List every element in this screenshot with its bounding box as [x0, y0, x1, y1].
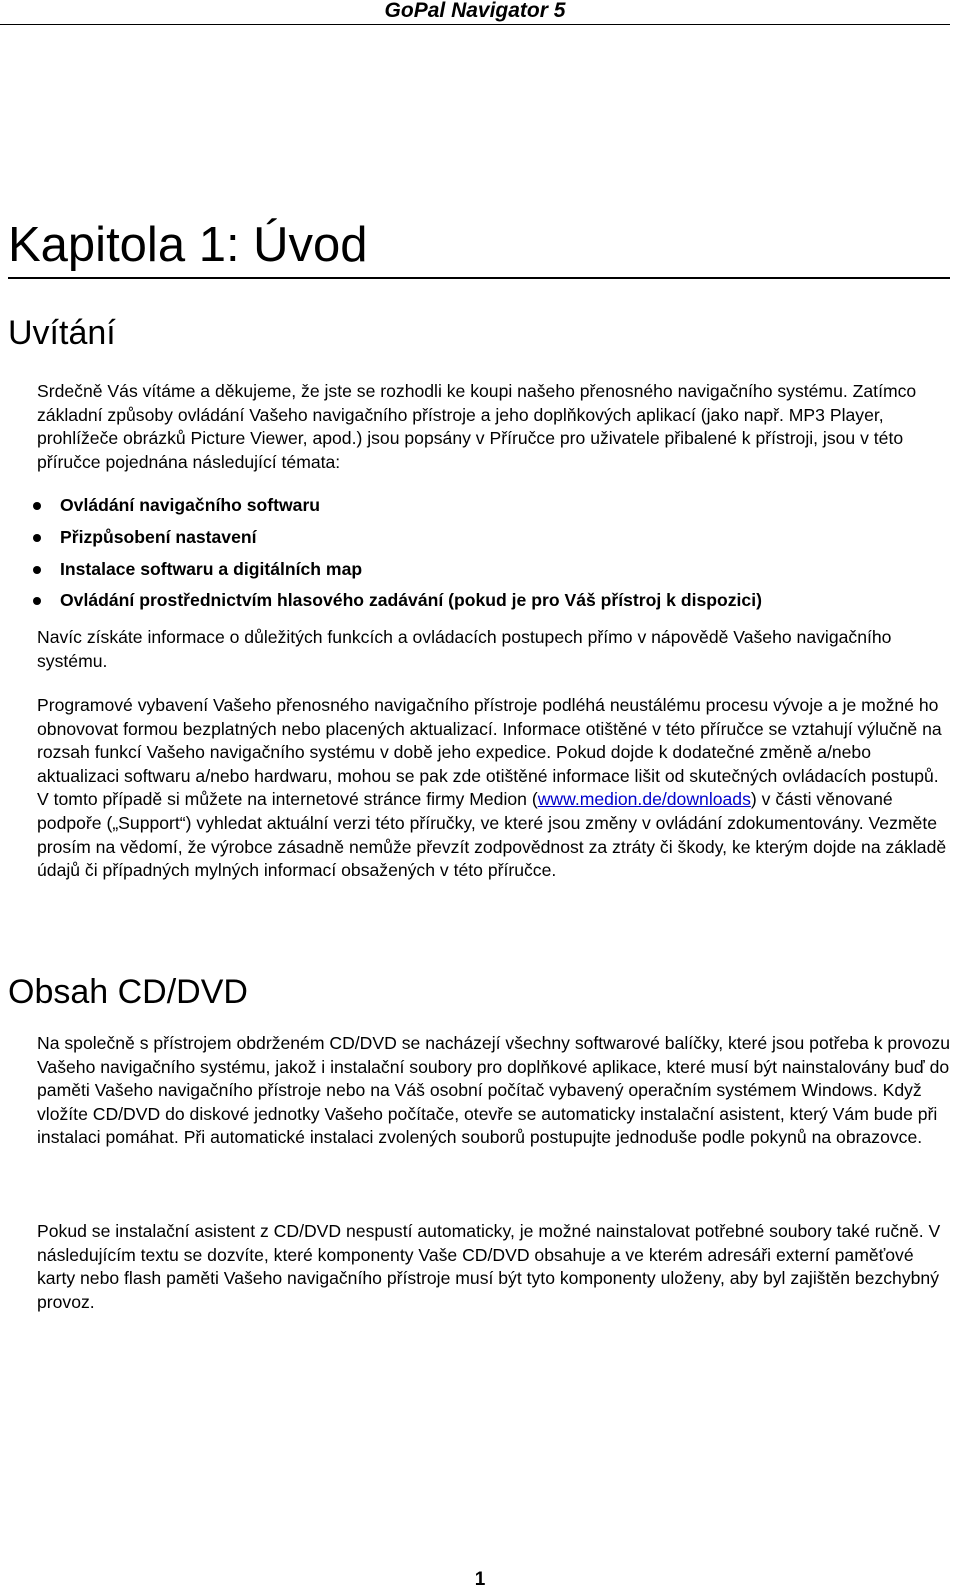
document-title: GoPal Navigator 5	[384, 0, 566, 22]
list-item	[0, 526, 762, 558]
list-item-text: Instalace softwaru a digitálních map	[60, 558, 363, 579]
running-header	[0, 0, 950, 25]
list-item	[0, 589, 762, 621]
medion-downloads-link[interactable]: www.medion.de/downloads	[537, 789, 751, 810]
list-item	[0, 494, 762, 526]
cd-contents-paragraph-2: Pokud se instalační asistent z CD/DVD nespustí automaticky, je možné nainstalovat potřebné soubory také ručně. V následujícím textu se dozvíte, které komponenty Vaše CD/DVD obsahuje a ve kterém adresáři externí paměťové karty nebo flash paměti Vašeho navigačního přístroje musí být tyto komponenty uloženy, aby byl zajištěn bezchybný provoz.	[37, 1221, 941, 1312]
welcome-intro-paragraph: Srdečně Vás vítáme a děkujeme, že jste se rozhodli ke koupi našeho přenosného navigačního systému. Zatímco základní způsoby ovládání Vašeho navigačního přístroje a jeho doplňkových aplikací (jako např. MP3 Player, prohlížeče obrázků Picture Viewer, apod.) jsou popsány v Příručce pro uživatele přibalené k přístroji, jsou v této příručce pojednána následující témata:	[37, 381, 917, 472]
chapter-title: Kapitola 1: Úvod	[8, 218, 368, 272]
section-heading-cd-contents: Obsah CD/DVD	[8, 973, 248, 1011]
bullet-icon	[33, 534, 41, 542]
page-number: 1	[474, 1569, 486, 1590]
list-item-text: Ovládání prostřednictvím hlasového zadávání (pokud je pro Váš přístroj k dispozici)	[60, 590, 762, 611]
software-text-after-link: ) v části věnované podpoře („Support“) vyhledat aktuální verzi této příručky, ve které jsou změny v ovládání zdokumentovány. Vezměte prosím na vědomí, že výrobce zásadně nemůže převzít zodpovědnost za ztráty či škody, ke kterým dojde na základě údajů či případných mylných informací obsažených v této příručce.	[37, 789, 947, 881]
software-updates-paragraph	[37, 694, 952, 883]
software-text-before-link: Programové vybavení Vašeho přenosného navigačního přístroje podléhá neustálému procesu vývoje a je možné ho obnovovat formou bezplatných nebo placených aktualizací. Informace otištěné v této příručce se vztahují výlučně na rozsah funkcí Vašeho navigačního systému v době jeho expedice. Pokud dojde k dodatečné změně a/nebo aktualizaci softwaru a/nebo hardwaru, mohou se pak zde otištěné informace lišit od skutečných ovládacích postupů. V tomto případě si můžete na internetové stránce firmy Medion (	[37, 695, 942, 810]
list-item-text: Přizpůsobení nastavení	[60, 526, 257, 547]
list-item-text: Ovládání navigačního softwaru	[60, 495, 321, 515]
section-heading-welcome: Uvítání	[8, 314, 116, 352]
cd-contents-paragraph-1: Na společně s přístrojem obdrženém CD/DVD se nacházejí všechny softwarové balíčky, které jsou potřeba k provozu Vašeho navigačního systému, jakož i instalační soubory pro doplňkové aplikace, které musí být nainstalovány buď do paměti Vašeho navigačního přístroje nebo na Váš osobní počítač vybavený operačním systémem Windows. Když vložíte CD/DVD do diskové jednotky Vašeho počítače, otevře se automaticky instalační asistent, který Vám bude při instalaci pomáhat. Při automatické instalaci zvolených souborů postupujte jednoduše podle pokynů na obrazovce.	[37, 1033, 951, 1148]
list-item	[0, 558, 762, 590]
topics-list	[0, 494, 762, 621]
chapter-heading	[8, 218, 950, 279]
bullet-icon	[33, 597, 41, 605]
bullet-icon	[33, 502, 41, 510]
help-note-paragraph: Navíc získáte informace o důležitých funkcích a ovládacích postupech přímo v nápovědě Vašeho navigačního systému.	[37, 627, 892, 671]
bullet-icon	[33, 566, 41, 574]
